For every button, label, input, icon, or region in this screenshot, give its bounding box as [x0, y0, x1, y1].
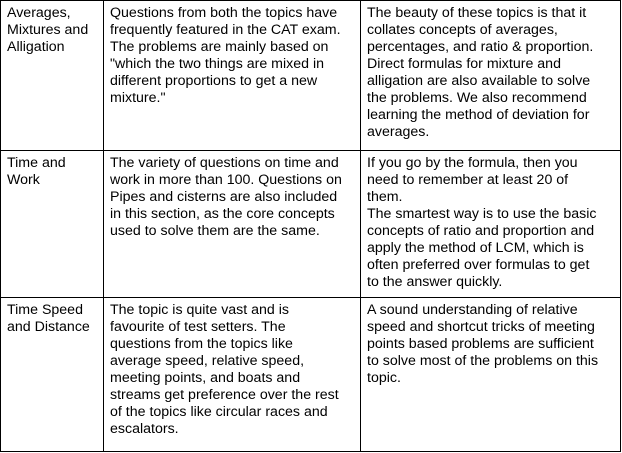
topic-cell: Time Speed and Distance	[1, 298, 104, 452]
questions-cell: The variety of questions on time and work in more than 100. Questions on Pipes and cisterns are also included in this section, as the core concepts used to solve them are the same.	[104, 151, 361, 298]
table-row	[1, 151, 621, 298]
approach-cell: If you go by the formula, then you need to remember at least 20 of them. The smartest way is to use the basic concepts of ratio and proportion and apply the method of LCM, which is often preferred over formulas to get to the answer quickly.	[361, 151, 621, 298]
table-row	[1, 298, 621, 452]
topic-cell: Averages, Mixtures and Alligation	[1, 1, 104, 151]
questions-cell: Questions from both the topics have frequently featured in the CAT exam. The problems are mainly based on "which the two things are mixed in different proportions to get a new mixture."	[104, 1, 361, 151]
approach-cell: The beauty of these topics is that it collates concepts of averages, percentages, and ratio & proportion. Direct formulas for mixture and alligation are also available to solve the problems. We also recommend learning the method of deviation for averages.	[361, 1, 621, 151]
questions-cell: The topic is quite vast and is favourite of test setters. The questions from the topics like average speed, relative speed, meeting points, and boats and streams get preference over the rest of the topics like circular races and escalators.	[104, 298, 361, 452]
approach-cell: A sound understanding of relative speed and shortcut tricks of meeting points based problems are sufficient to solve most of the problems on this topic.	[361, 298, 621, 452]
table-row	[1, 1, 621, 151]
topic-cell: Time and Work	[1, 151, 104, 298]
